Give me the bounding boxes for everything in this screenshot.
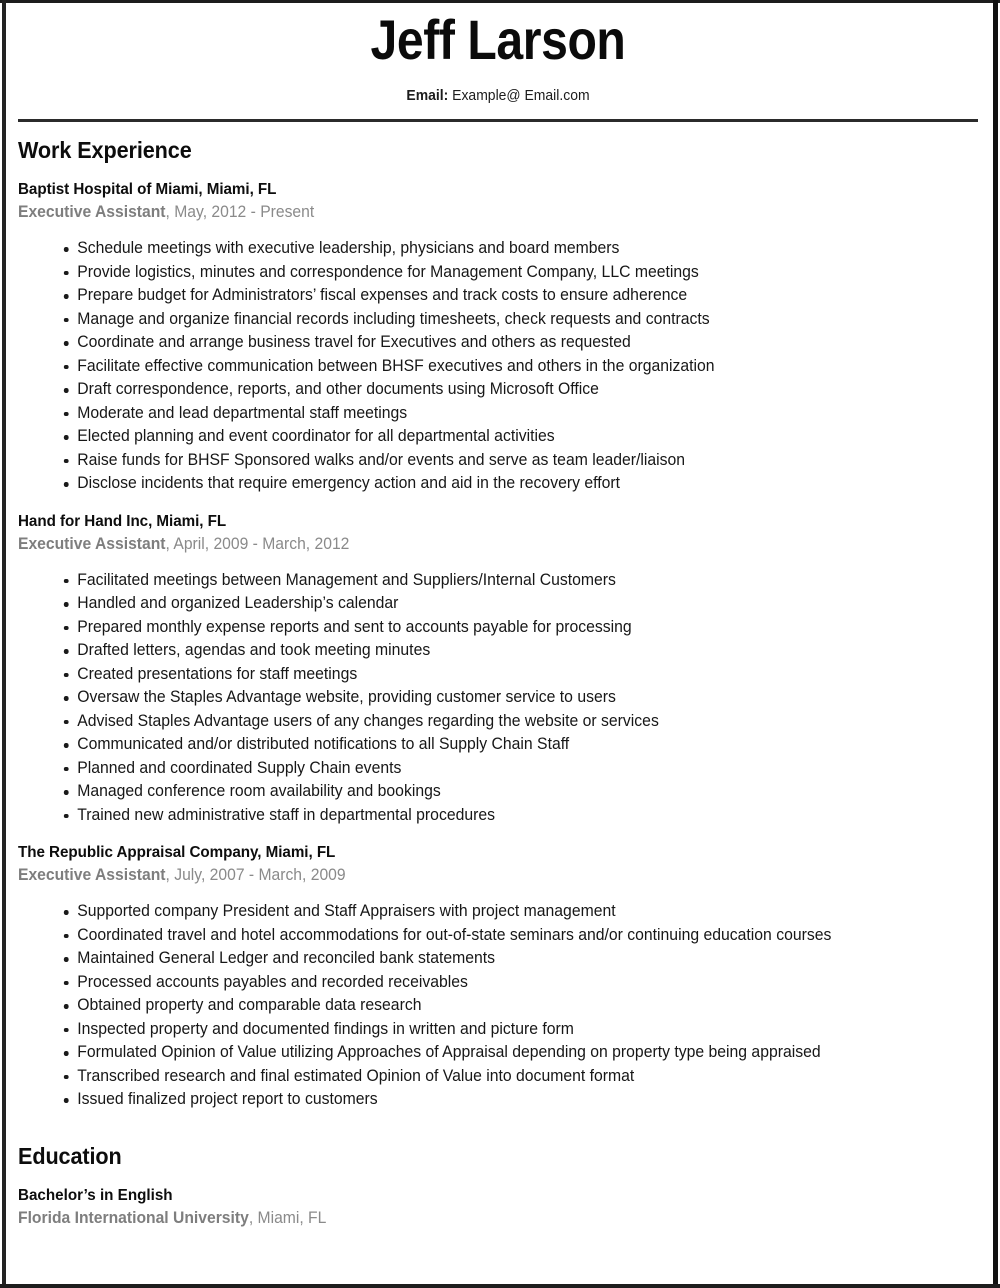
bullet-item: Obtained property and comparable data research [18, 994, 935, 1018]
bullet-item: Coordinated travel and hotel accommodations for out-of-state seminars and/or continuing education courses [18, 924, 935, 948]
bullet-item: Elected planning and event coordinator for all departmental activities [18, 425, 935, 449]
work-entry-meta [18, 533, 930, 555]
bullet-item: Schedule meetings with executive leadership, physicians and board members [18, 237, 935, 261]
bullet-item: Facilitated meetings between Management and Suppliers/Internal Customers [18, 569, 935, 593]
bullet-item: Planned and coordinated Supply Chain events [18, 757, 935, 781]
bullet-item: Coordinate and arrange business travel for Executives and others as requested [18, 331, 935, 355]
work-entry-bullets [18, 900, 978, 1112]
bullet-item: Supported company President and Staff Appraisers with project management [18, 900, 935, 924]
bullet-item: Handled and organized Leadership’s calendar [18, 592, 935, 616]
work-experience-section [18, 136, 978, 1112]
work-entry-organization: The Republic Appraisal Company, Miami, FL [18, 844, 336, 861]
bullet-item: Raise funds for BHSF Sponsored walks and/or events and serve as team leader/liaison [18, 449, 935, 473]
work-entry-role: Executive Assistant [18, 534, 166, 553]
bullet-item: Managed conference room availability and bookings [18, 780, 935, 804]
page-border-bottom [0, 1284, 1000, 1288]
resume-header [18, 0, 978, 105]
education-heading: Education [18, 1142, 122, 1169]
education-degree: Bachelor’s in English [18, 1186, 173, 1204]
bullet-item: Facilitate effective communication between BHSF executives and others in the organization [18, 355, 935, 379]
contact-info [52, 86, 945, 105]
bullet-item: Formulated Opinion of Value utilizing Approaches of Appraisal depending on property type being appraised [18, 1041, 935, 1065]
work-entry-role: Executive Assistant [18, 203, 166, 221]
header-divider [18, 119, 978, 122]
work-entry-dates: , May, 2012 - Present [165, 203, 315, 221]
bullet-item: Prepare budget for Administrators’ fiscal expenses and track costs to ensure adherence [18, 284, 935, 308]
bullet-item: Oversaw the Staples Advantage website, providing customer service to users [18, 686, 935, 710]
bullet-item: Draft correspondence, reports, and other documents using Microsoft Office [18, 378, 935, 402]
bullet-item: Issued finalized project report to customers [18, 1088, 935, 1112]
work-entry-bullets [18, 237, 978, 496]
work-entry [18, 180, 978, 496]
work-entry-organization: Hand for Hand Inc, Miami, FL [18, 512, 227, 530]
bullet-item: Provide logistics, minutes and correspondence for Management Company, LLC meetings [18, 261, 935, 285]
work-entry-dates: , April, 2009 - March, 2012 [165, 534, 350, 553]
education-location: , Miami, FL [248, 1208, 327, 1227]
bullet-item: Moderate and lead departmental staff meetings [18, 402, 935, 426]
bullet-item: Drafted letters, agendas and took meeting minutes [18, 639, 935, 663]
education-school: Florida International University [18, 1208, 249, 1227]
work-entry-organization: Baptist Hospital of Miami, Miami, FL [18, 181, 277, 198]
bullet-item: Manage and organize financial records including timesheets, check requests and contracts [18, 308, 935, 332]
bullet-item: Disclose incidents that require emergency action and aid in the recovery effort [18, 472, 935, 496]
work-entry-dates: , July, 2007 - March, 2009 [165, 866, 346, 884]
bullet-item: Maintained General Ledger and reconciled bank statements [18, 947, 935, 971]
bullet-item: Advised Staples Advantage users of any changes regarding the website or services [18, 710, 935, 734]
email-label: Email: [406, 87, 449, 104]
bullet-item: Communicated and/or distributed notifications to all Supply Chain Staff [18, 733, 935, 757]
bullet-item: Transcribed research and final estimated Opinion of Value into document format [18, 1065, 935, 1089]
work-entry-role: Executive Assistant [18, 866, 166, 884]
work-entry [18, 843, 978, 1112]
candidate-name: Jeff Larson [370, 8, 626, 71]
work-experience-heading: Work Experience [18, 137, 192, 163]
bullet-item: Prepared monthly expense reports and sent to accounts payable for processing [18, 616, 935, 640]
bullet-item: Processed accounts payables and recorded receivables [18, 971, 935, 995]
education-meta [18, 1207, 930, 1229]
bullet-item: Created presentations for staff meetings [18, 663, 935, 687]
work-entry-meta [18, 201, 930, 223]
work-entry-meta [18, 864, 930, 886]
bullet-item: Trained new administrative staff in departmental procedures [18, 804, 935, 828]
education-section [18, 1142, 978, 1229]
email-value: Example@ Email.com [452, 87, 590, 104]
bullet-item: Inspected property and documented findings in written and picture form [18, 1018, 935, 1042]
work-entry-bullets [18, 569, 978, 828]
work-entry [18, 512, 978, 828]
education-entry [18, 1186, 978, 1229]
